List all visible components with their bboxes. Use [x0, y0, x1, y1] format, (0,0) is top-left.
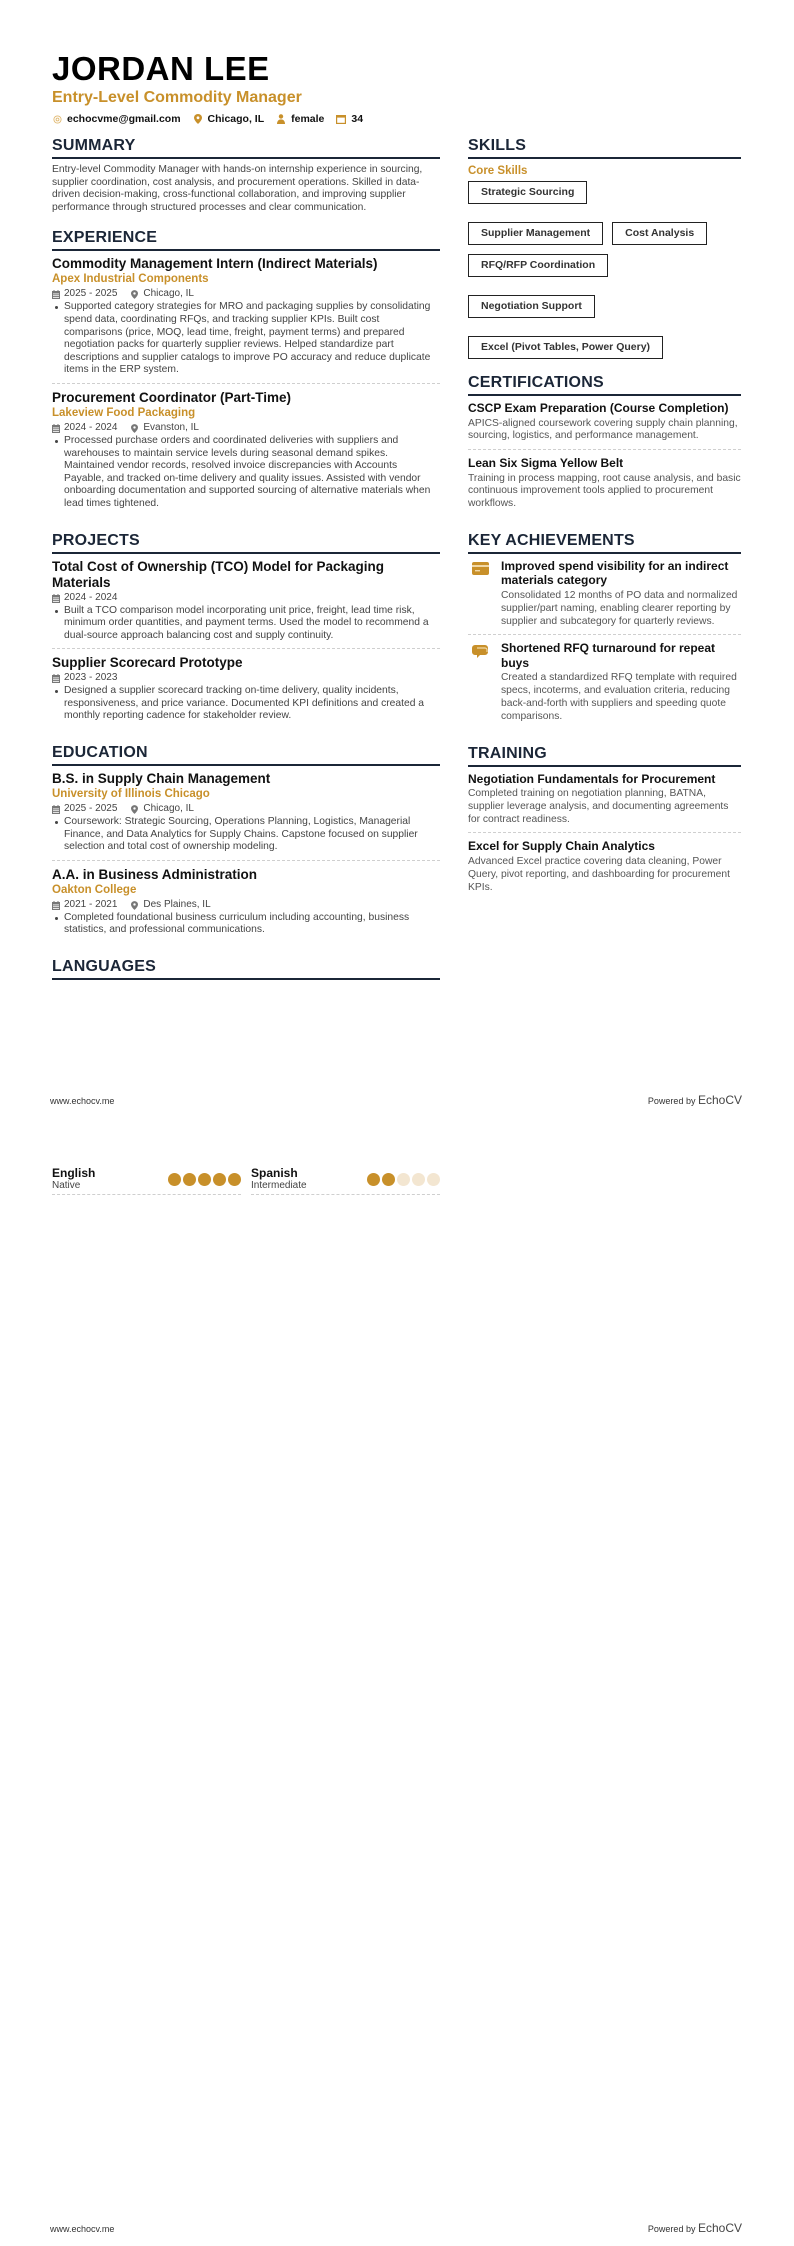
- contact-location: [193, 112, 265, 126]
- skills-section: [468, 136, 741, 359]
- education-entry: [52, 867, 440, 943]
- calendar-icon: [52, 594, 60, 602]
- certification-entry: [468, 456, 741, 517]
- calendar-icon: [336, 114, 346, 124]
- certification-desc: Training in process mapping, root cause analysis, and basic continuous improvement tools applied to procurement workflows.: [468, 472, 741, 510]
- achievements-heading: KEY ACHIEVEMENTS: [468, 531, 741, 554]
- projects-section: [52, 531, 440, 730]
- education-entry: [52, 771, 440, 861]
- entry-meta: [52, 422, 440, 434]
- degree-name: A.A. in Business Administration: [52, 866, 258, 882]
- language-rating: [367, 1173, 440, 1186]
- projects-heading: PROJECTS: [52, 531, 440, 554]
- training-section: [468, 744, 741, 901]
- school-name: Oakton College: [52, 883, 137, 896]
- entry-dates: 2025 - 2025: [64, 803, 118, 815]
- entry-dates: 2024 - 2024: [64, 591, 118, 603]
- contact-email[interactable]: [52, 112, 181, 126]
- rating-dot-filled: [228, 1173, 241, 1186]
- rating-dot-empty: [412, 1173, 425, 1186]
- entry-location: Chicago, IL: [143, 288, 194, 300]
- rating-dot-empty: [427, 1173, 440, 1186]
- certification-entry: [468, 401, 741, 450]
- calendar-icon: [52, 901, 60, 909]
- bullet-item: Processed purchase orders and coordinated deliveries with suppliers and warehouses to maintain service levels during seasonal demand spikes. Maintained vendor records, resolved invoice discrepancies with Accounts Payable, and tracked on-time delivery and quality issues. Assisted with vendor onboarding documentation and supported sourcing of alternative materials when lead times tightened.: [52, 435, 440, 511]
- skills-heading: SKILLS: [468, 136, 741, 159]
- contact-age: [336, 112, 363, 126]
- language-level: Native: [52, 1180, 81, 1191]
- credit-card-icon: [472, 562, 489, 628]
- language-item: [52, 1166, 241, 1195]
- achievement-entry: [468, 641, 741, 729]
- entry-location: Evanston, IL: [143, 421, 199, 433]
- location-pin-icon: [193, 114, 203, 124]
- skill-chip: Negotiation Support: [468, 295, 595, 318]
- footer-powered-by: Powered by EchoCV: [647, 1093, 742, 1107]
- achievements-section: [468, 531, 741, 730]
- candidate-headline: Entry-Level Commodity Manager: [52, 89, 302, 106]
- location-pin-icon: [131, 290, 139, 298]
- company-name: Apex Industrial Components: [52, 273, 209, 286]
- languages-list: [52, 1166, 440, 1195]
- job-title: Commodity Management Intern (Indirect Materials): [52, 256, 378, 272]
- job-title: Procurement Coordinator (Part-Time): [52, 389, 292, 405]
- rating-dot-filled: [183, 1173, 196, 1186]
- location-pin-icon: [131, 424, 139, 432]
- training-name: Negotiation Fundamentals for Procurement: [468, 771, 716, 786]
- entry-bullets: [52, 605, 440, 643]
- experience-section: [52, 228, 440, 516]
- entry-meta: [52, 592, 440, 604]
- footer-brand[interactable]: EchoCV: [697, 1093, 742, 1107]
- entry-dates: 2024 - 2024: [64, 421, 118, 433]
- education-heading: EDUCATION: [52, 743, 440, 766]
- contact-age-text: 34: [351, 113, 364, 125]
- page-footer: [50, 2221, 742, 2235]
- skill-chips: [468, 181, 741, 359]
- rating-dot-filled: [382, 1173, 395, 1186]
- summary-text: Entry-level Commodity Manager with hands-on internship experience in sourcing, supplier coordination, cost analysis, and procurement operations. Skilled in data-driven decision-making, cross-functional collaboration, and improving supplier performance through structured processes and clear communication.: [52, 164, 423, 213]
- calendar-icon: [52, 424, 60, 432]
- education-section: [52, 743, 440, 943]
- achievement-desc: Consolidated 12 months of PO data and normalized supplier/part naming, enabling clearer reporting by supplier and subcategory for quarterly reviews.: [501, 589, 738, 627]
- degree-name: B.S. in Supply Chain Management: [52, 771, 271, 787]
- footer-powered-by: Powered by EchoCV: [647, 2221, 742, 2235]
- calendar-icon: [52, 674, 60, 682]
- project-name: Total Cost of Ownership (TCO) Model for Packaging Materials: [52, 558, 385, 590]
- languages-section: [52, 957, 440, 980]
- footer-website-link[interactable]: www.echocv.me: [50, 1096, 115, 1106]
- entry-meta: [52, 899, 440, 911]
- entry-location: Des Plaines, IL: [143, 898, 211, 910]
- resume-header: [52, 50, 742, 126]
- right-column: [468, 136, 741, 914]
- project-name: Supplier Scorecard Prototype: [52, 655, 243, 671]
- language-rating: [168, 1173, 241, 1186]
- chat-bubbles-icon: [472, 644, 489, 723]
- entry-meta: [52, 672, 440, 684]
- rating-dot-empty: [397, 1173, 410, 1186]
- contact-row: [52, 112, 742, 126]
- entry-bullets: [52, 912, 440, 937]
- rating-dot-filled: [168, 1173, 181, 1186]
- certification-name: CSCP Exam Preparation (Course Completion): [468, 401, 729, 415]
- certification-desc: APICS-aligned coursework covering supply chain planning, sourcing, logistics, and performance management.: [468, 417, 738, 442]
- certifications-section: [468, 373, 741, 517]
- skill-chip: RFQ/RFP Coordination: [468, 254, 608, 277]
- achievement-title: Shortened RFQ turnaround for repeat buys: [501, 641, 716, 670]
- bullet-item: Completed foundational business curriculum including accounting, business statistics, and professional communications.: [52, 912, 440, 937]
- entry-location: Chicago, IL: [143, 803, 194, 815]
- certification-name: Lean Six Sigma Yellow Belt: [468, 456, 624, 471]
- training-name: Excel for Supply Chain Analytics: [468, 839, 655, 854]
- experience-entry: [52, 390, 440, 517]
- project-entry: [52, 559, 440, 650]
- entry-bullets: [52, 435, 440, 511]
- person-icon: [276, 114, 286, 124]
- contact-email-text: echocvme@gmail.com: [67, 113, 181, 125]
- entry-bullets: [52, 301, 440, 377]
- experience-entry: [52, 256, 440, 384]
- rating-dot-filled: [367, 1173, 380, 1186]
- entry-bullets: [52, 816, 440, 854]
- entry-dates: 2023 - 2023: [64, 672, 118, 684]
- skill-group-label: Core Skills: [468, 165, 528, 177]
- entry-dates: 2025 - 2025: [64, 288, 118, 300]
- training-desc: Completed training on negotiation planning, BATNA, supplier leverage analysis, and documenting agreements for contract readiness.: [468, 788, 729, 825]
- training-heading: TRAINING: [468, 744, 741, 767]
- achievement-title: Improved spend visibility for an indirect materials category: [501, 558, 729, 588]
- entry-bullets: [52, 685, 440, 723]
- page-footer: [50, 1093, 742, 1107]
- location-pin-icon: [131, 901, 139, 909]
- contact-gender: [276, 112, 324, 126]
- contact-gender-text: female: [291, 113, 325, 125]
- language-item: [251, 1166, 440, 1195]
- experience-heading: EXPERIENCE: [52, 228, 440, 251]
- rating-dot-filled: [213, 1173, 226, 1186]
- footer-website-link[interactable]: www.echocv.me: [50, 2224, 115, 2234]
- training-entry: [468, 839, 741, 900]
- left-column: [52, 136, 440, 994]
- calendar-icon: [52, 290, 60, 298]
- bullet-item: Designed a supplier scorecard tracking on-time delivery, quality incidents, responsiveness, and price variance. Documented KPI definitions and created a monthly reporting cadence for stakeholder review.: [52, 685, 440, 723]
- language-name: English: [52, 1166, 96, 1180]
- bullet-item: Coursework: Strategic Sourcing, Operations Planning, Logistics, Managerial Finance, and Data Analytics for Supply Chains. Capstone focused on supplier selection and total cost of ownership modeling.: [52, 816, 440, 854]
- summary-section: [52, 136, 440, 214]
- skill-chip: Strategic Sourcing: [468, 181, 587, 204]
- at-icon: [52, 114, 62, 124]
- project-entry: [52, 655, 440, 729]
- skill-chip: Supplier Management: [468, 222, 603, 245]
- bullet-item: Supported category strategies for MRO and packaging supplies by consolidating spend data, coordinating RFQs, and tracking supplier KPIs. Built cost comparisons (price, MOQ, lead time, freight, payment terms) and prepared negotiation packs for quarterly supplier reviews. Helped standardize part descriptions and supplier catalogs to improve PO accuracy and reduce duplicate items in the ERP system.: [52, 301, 440, 377]
- training-desc: Advanced Excel practice covering data cleaning, Power Query, pivot reporting, and dashboarding for procurement KPIs.: [468, 855, 730, 893]
- calendar-icon: [52, 805, 60, 813]
- candidate-name: JORDAN LEE: [52, 50, 270, 87]
- entry-meta: [52, 803, 440, 815]
- contact-location-text: Chicago, IL: [207, 113, 265, 125]
- languages-heading: LANGUAGES: [52, 957, 440, 980]
- location-pin-icon: [131, 805, 139, 813]
- training-entry: [468, 772, 741, 834]
- company-name: Lakeview Food Packaging: [52, 406, 196, 419]
- summary-heading: SUMMARY: [52, 136, 440, 159]
- bullet-item: Built a TCO comparison model incorporating unit price, freight, lead time risk, minimum order quantities, and payment terms. Used the model to recommend a dual-source approach balancing cost and supply continuity.: [52, 605, 440, 643]
- achievement-entry: [468, 559, 741, 635]
- achievement-desc: Created a standardized RFQ template with required specs, incoterms, and evaluation criteria, reducing back-and-forth with suppliers and speeding quote comparisons.: [501, 672, 737, 722]
- language-name: Spanish: [251, 1166, 298, 1180]
- skill-chip: Excel (Pivot Tables, Power Query): [468, 336, 663, 359]
- language-level: Intermediate: [251, 1180, 307, 1191]
- footer-brand[interactable]: EchoCV: [697, 2221, 742, 2235]
- entry-dates: 2021 - 2021: [64, 898, 118, 910]
- certifications-heading: CERTIFICATIONS: [468, 373, 741, 396]
- entry-meta: [52, 288, 440, 300]
- rating-dot-filled: [198, 1173, 211, 1186]
- school-name: University of Illinois Chicago: [52, 788, 210, 801]
- skill-chip: Cost Analysis: [612, 222, 707, 245]
